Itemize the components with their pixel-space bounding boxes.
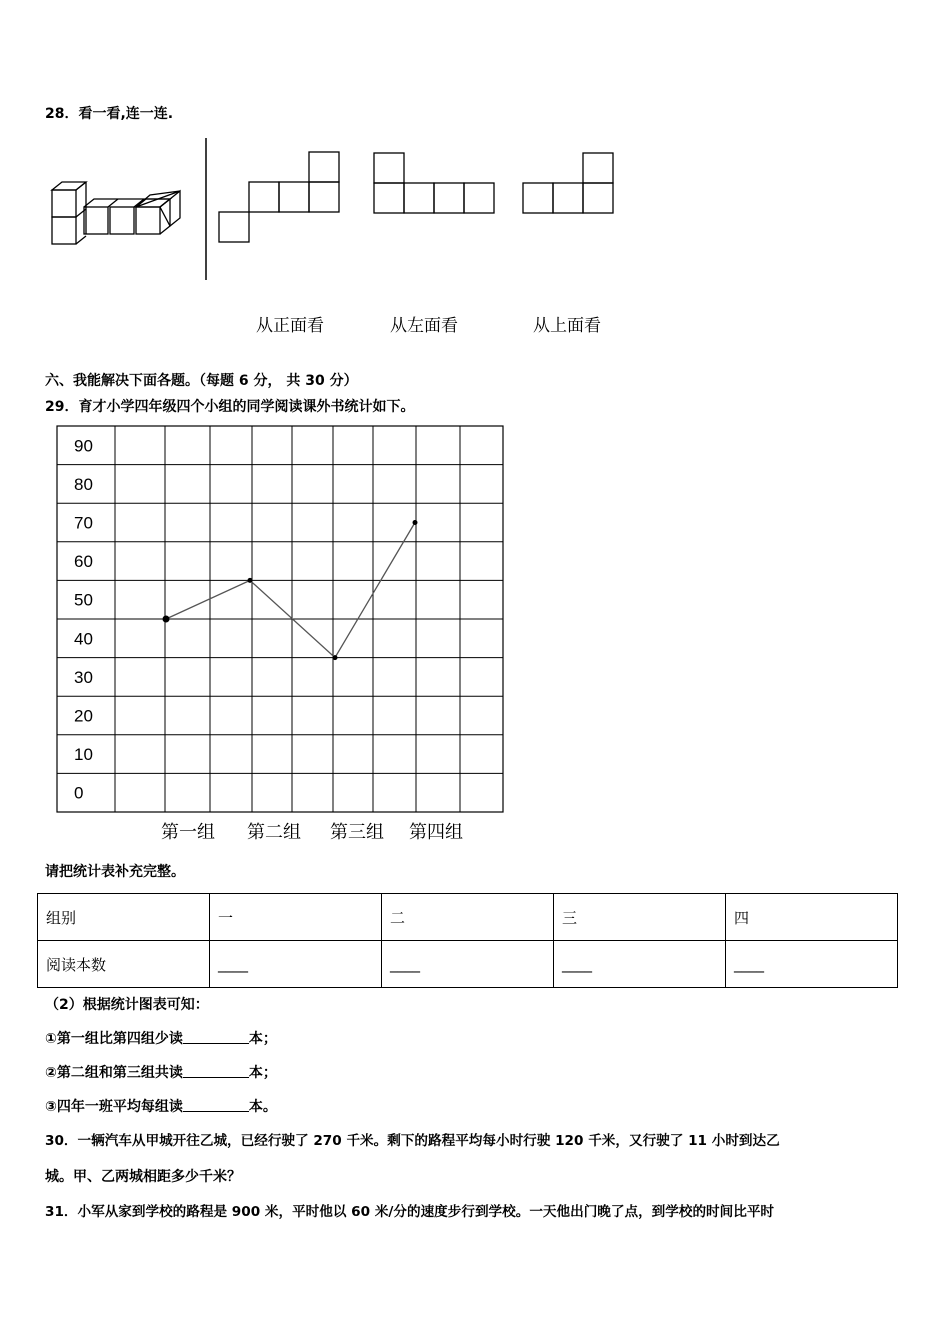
sub-item-unit: 本； bbox=[248, 1065, 277, 1081]
sub-item-unit: 本； bbox=[248, 1031, 277, 1047]
q30-line1: 30．一辆汽车从甲城开往乙城，已经行驶了 270 千米。剩下的路程平均每小时行驶 120 千米，又行驶了 11 小时到达乙 bbox=[45, 1133, 780, 1149]
y-tick-label: 40 bbox=[74, 629, 93, 649]
answer-blank-3[interactable]: ____ bbox=[554, 941, 726, 988]
sub-item-text: 第一组比第四组少读 bbox=[56, 1031, 183, 1047]
y-tick-label: 0 bbox=[74, 783, 84, 803]
group-cell-2: 二 bbox=[382, 894, 554, 941]
y-tick-label: 80 bbox=[74, 474, 93, 494]
sub-item-text: 四年一班平均每组读 bbox=[56, 1099, 183, 1115]
view-label-front: 从正面看 bbox=[256, 316, 324, 336]
sub-item-num: ③ bbox=[45, 1099, 57, 1115]
fill-table-prompt: 请把统计表补充完整。 bbox=[45, 864, 185, 880]
answer-blank-4[interactable]: ____ bbox=[726, 941, 898, 988]
sub2-heading: （2）根据统计图表可知： bbox=[45, 997, 209, 1013]
answer-blank-1[interactable]: ____ bbox=[210, 941, 382, 988]
view-label-left: 从左面看 bbox=[390, 316, 458, 336]
y-tick-label: 70 bbox=[74, 513, 93, 533]
table-row bbox=[38, 894, 898, 941]
y-tick-label: 10 bbox=[74, 745, 93, 765]
y-tick-label: 20 bbox=[74, 706, 93, 726]
x-category-label: 第四组 bbox=[409, 822, 463, 842]
y-tick-label: 60 bbox=[74, 552, 93, 572]
q30-line2: 城。甲、乙两城相距多少千米？ bbox=[45, 1169, 241, 1185]
sub-item-num: ① bbox=[45, 1031, 57, 1047]
answer-blank-2[interactable]: ____ bbox=[382, 941, 554, 988]
sub-item-unit: 本。 bbox=[248, 1099, 277, 1115]
q28-heading: 28．看一看,连一连. bbox=[45, 106, 174, 122]
y-tick-label: 90 bbox=[74, 436, 93, 456]
answer-blank[interactable] bbox=[183, 1035, 249, 1044]
q31-line1: 31．小军从家到学校的路程是 900 米，平时他以 60 米/分的速度步行到学校。一天他出门晚了点，到学校的时间比平时 bbox=[45, 1204, 775, 1220]
data-point bbox=[163, 616, 170, 623]
sub-item-num: ② bbox=[45, 1065, 57, 1081]
data-point bbox=[333, 655, 338, 660]
view-label-top: 从上面看 bbox=[533, 316, 601, 336]
stat-table bbox=[37, 893, 898, 988]
group-cell-1: 一 bbox=[210, 894, 382, 941]
sub-item-1 bbox=[45, 1028, 277, 1048]
table-row bbox=[38, 941, 898, 988]
data-point bbox=[413, 520, 418, 525]
sub-item-text: 第二组和第三组共读 bbox=[56, 1065, 183, 1081]
table-header-label: 组别 bbox=[38, 894, 210, 941]
x-category-label: 第一组 bbox=[161, 822, 215, 842]
answer-blank[interactable] bbox=[183, 1069, 249, 1078]
data-point bbox=[248, 578, 253, 583]
x-category-label: 第三组 bbox=[330, 822, 384, 842]
sub-item-3 bbox=[45, 1096, 277, 1116]
table-row-label: 阅读本数 bbox=[38, 941, 210, 988]
group-cell-4: 四 bbox=[726, 894, 898, 941]
x-category-label: 第二组 bbox=[247, 822, 301, 842]
data-line bbox=[166, 523, 415, 658]
group-cell-3: 三 bbox=[554, 894, 726, 941]
y-tick-label: 50 bbox=[74, 590, 93, 610]
section6-heading: 六、我能解决下面各题。（每题 6 分， 共 30 分） bbox=[45, 373, 358, 389]
y-tick-label: 30 bbox=[74, 667, 93, 687]
sub-item-2 bbox=[45, 1062, 277, 1082]
answer-blank[interactable] bbox=[183, 1103, 249, 1112]
q29-heading: 29．育才小学四年级四个小组的同学阅读课外书统计如下。 bbox=[45, 399, 415, 415]
